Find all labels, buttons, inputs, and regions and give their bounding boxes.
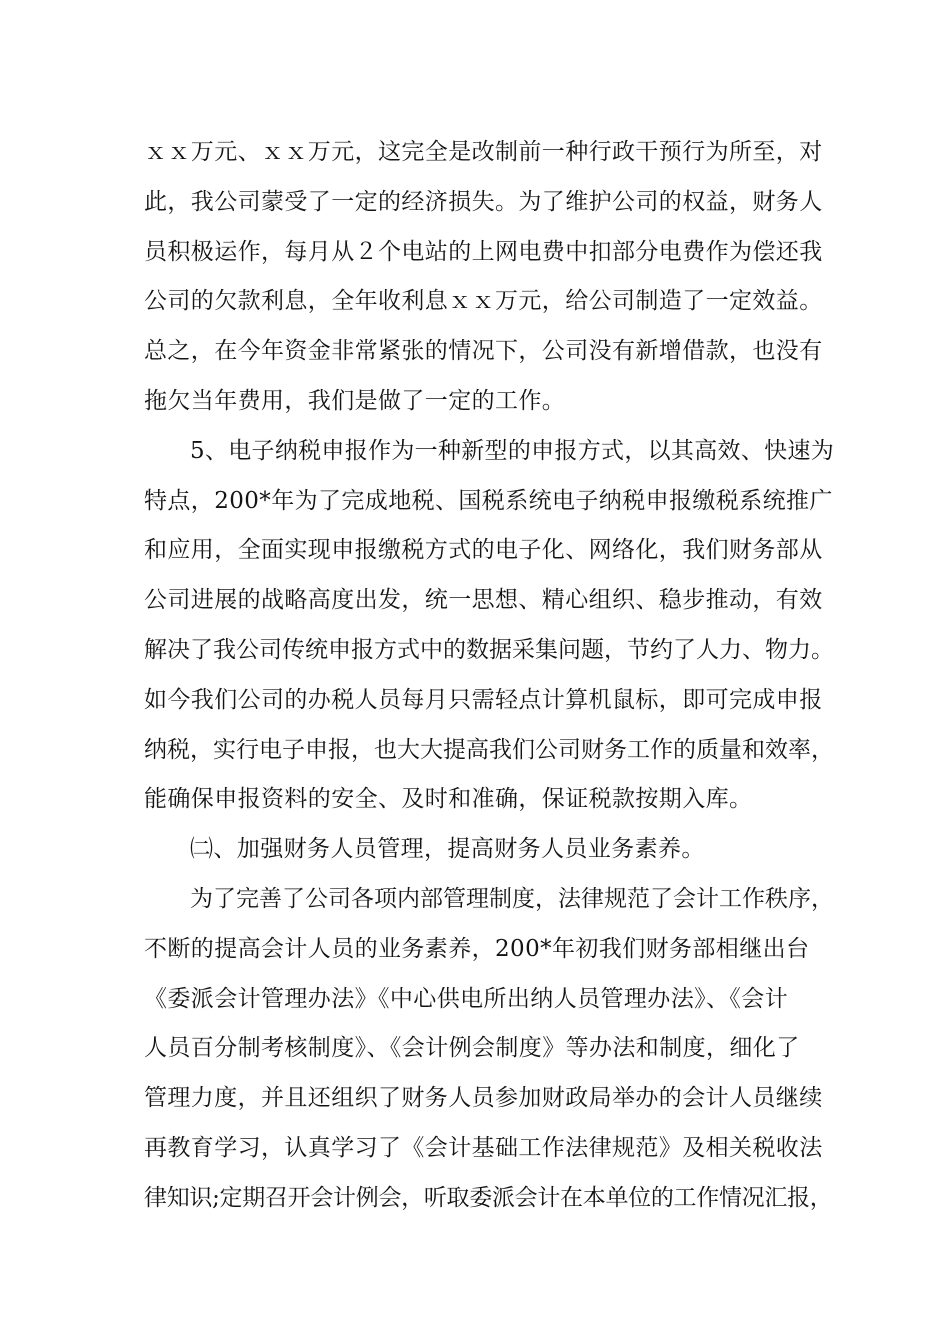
text-line: 此，我公司蒙受了一定的经济损失。为了维护公司的权益，财务人 — [144, 188, 823, 215]
text-line: 公司进展的战略高度出发，统一思想、精心组织、稳步推动，有效 — [144, 587, 823, 614]
text-line: 人员百分制考核制度》、《会计例会制度》等办法和制度，细化了 — [144, 1035, 800, 1062]
text-line: 再教育学习，认真学习了《会计基础工作法律规范》及相关税收法 — [144, 1134, 823, 1161]
text-line: 公司的欠款利息，全年收利息ｘｘ万元，给公司制造了一定效益。 — [144, 288, 823, 315]
section-heading: ㈡、加强财务人员管理，提高财务人员业务素养。 — [190, 836, 705, 863]
text-line: 能确保申报资料的安全、及时和准确，保证税款按期入库。 — [144, 786, 753, 813]
text-line: 解决了我公司传统申报方式中的数据采集问题，节约了人力、物力。 — [144, 636, 834, 663]
text-line: 律知识;定期召开会计例会，听取委派会计在本单位的工作情况汇报， — [144, 1184, 833, 1211]
paragraph-start-line: 5、电子纳税申报作为一种新型的申报方式，以其高效、快速为 — [190, 437, 835, 464]
text-line: 员积极运作，每月从２个电站的上网电费中扣部分电费作为偿还我 — [144, 238, 823, 265]
text-line: 总之，在今年资金非常紧张的情况下，公司没有新增借款，也没有 — [144, 338, 823, 365]
document-body — [144, 128, 834, 1224]
text-line: 管理力度，并且还组织了财务人员参加财政局举办的会计人员继续 — [144, 1085, 823, 1112]
text-line: 纳税，实行电子申报，也大大提高我们公司财务工作的质量和效率， — [144, 736, 834, 763]
text-line: ｘｘ万元、ｘｘ万元，这完全是改制前一种行政干预行为所至，对 — [144, 139, 823, 165]
text-line: 和应用，全面实现申报缴税方式的电子化、网络化，我们财务部从 — [144, 537, 823, 564]
paragraph-start-line: 为了完善了公司各项内部管理制度，法律规范了会计工作秩序， — [190, 885, 834, 912]
text-line: 拖欠当年费用，我们是做了一定的工作。 — [144, 387, 566, 414]
text-line: 不断的提高会计人员的业务素养，200*年初我们财务部相继出台 — [144, 935, 810, 962]
text-line: 如今我们公司的办税人员每月只需轻点计算机鼠标，即可完成申报 — [144, 686, 823, 713]
text-line: 特点，200*年为了完成地税、国税系统电子纳税申报缴税系统推广 — [144, 487, 833, 514]
text-line: 《委派会计管理办法》《中心供电所出纳人员管理办法》、《会计 — [144, 985, 789, 1012]
